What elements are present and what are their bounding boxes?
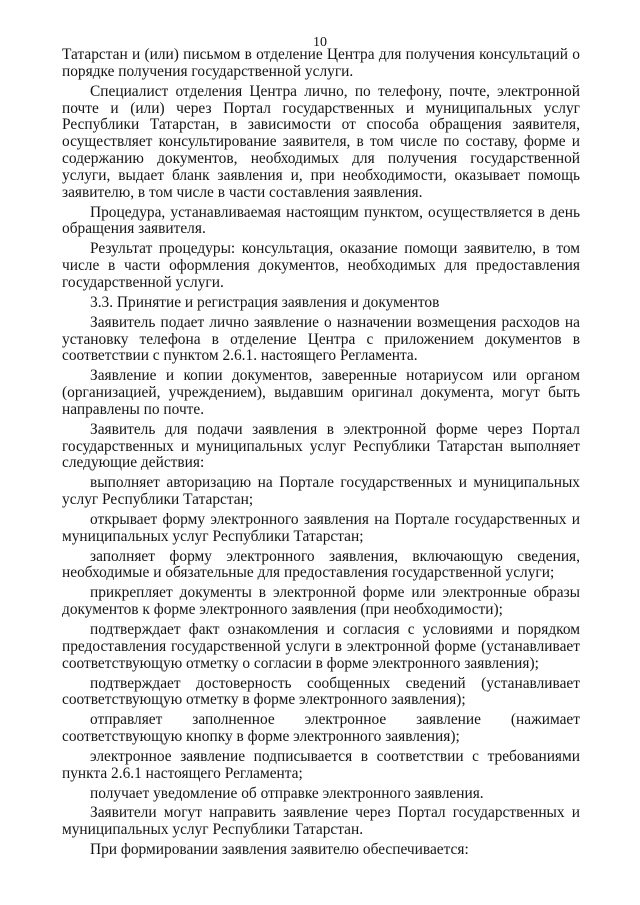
list-item: открывает форму электронного заявления на Портале государственных и муниципальных услуг Республики Татарстан; — [62, 510, 580, 545]
document-body — [62, 47, 580, 862]
paragraph: Татарстан и (или) письмом в отделение Центра для получения консультаций о порядке получения государственной услуги. — [62, 46, 580, 80]
list-item: прикрепляет документы в электронной форме или электронные образы документов к форме электронного заявления (при необходимости); — [62, 584, 580, 619]
paragraph: Специалист отделения Центра лично, по телефону, почте, электронной почте и (или) через Портал государственных и муниципальных услуг Республики Татарстан, в зависимости от способа обращения заявителя, осуществляет консультирование заявителя, в том числе по составу, форме и содержанию документов, необходимых для получения государственной услуги, выдает бланк заявления и, при необходимости, оказывает помощь заявителю, в том числе в части составления заявления. — [62, 82, 580, 201]
list-item: электронное заявление подписывается в соответствии с требованиями пункта 2.6.1 настоящего Регламента; — [62, 747, 580, 782]
paragraph: Заявление и копии документов, заверенные нотариусом или органом (организацией, учреждением), выдавшим оригинал документа, могут быть направлены по почте. — [62, 367, 580, 418]
list-item: заполняет форму электронного заявления, включающую сведения, необходимые и обязательные для предоставления государственной услуги; — [62, 547, 580, 582]
list-item: подтверждает достоверность сообщенных сведений (устанавливает соответствующую отметку в форме электронного заявления); — [62, 674, 580, 709]
paragraph: Заявитель подает лично заявление о назначении возмещения расходов на установку телефона в отделение Центра с приложением документов в соответствии с пунктом 2.6.1. настоящего Регламента. — [62, 313, 580, 365]
paragraph: Заявители могут направить заявление через Портал государственных и муниципальных услуг Республики Татарстан. — [62, 804, 580, 839]
page-number: 10 — [313, 35, 327, 50]
paragraph: Заявитель для подачи заявления в электронной форме через Портал государственных и муниципальных услуг Республики Татарстан выполняет следующие действия: — [62, 420, 580, 472]
section-heading: 3.3. Принятие и регистрация заявления и документов — [90, 293, 440, 311]
list-item: подтверждает факт ознакомления и согласия с условиями и порядком предоставления государственной услуги в электронной форме (устанавливает соответствующую отметку о согласии в форме электронного заявления); — [62, 621, 580, 672]
list-item: выполняет авторизацию на Портале государственных и муниципальных услуг Республики Татарстан; — [62, 474, 580, 509]
paragraph: Результат процедуры: консультация, оказание помощи заявителю, в том числе в части оформления документов, необходимых для предоставления государственной услуги. — [62, 240, 580, 291]
list-item: отправляет заполненное электронное заявление (нажимает соответствующую кнопку в форме электронного заявления); — [62, 711, 580, 746]
paragraph: Процедура, устанавливаемая настоящим пунктом, осуществляется в день обращения заявителя. — [62, 203, 580, 238]
paragraph: При формировании заявления заявителю обеспечивается: — [90, 841, 469, 859]
list-item: получает уведомление об отправке электронного заявления. — [90, 784, 484, 802]
